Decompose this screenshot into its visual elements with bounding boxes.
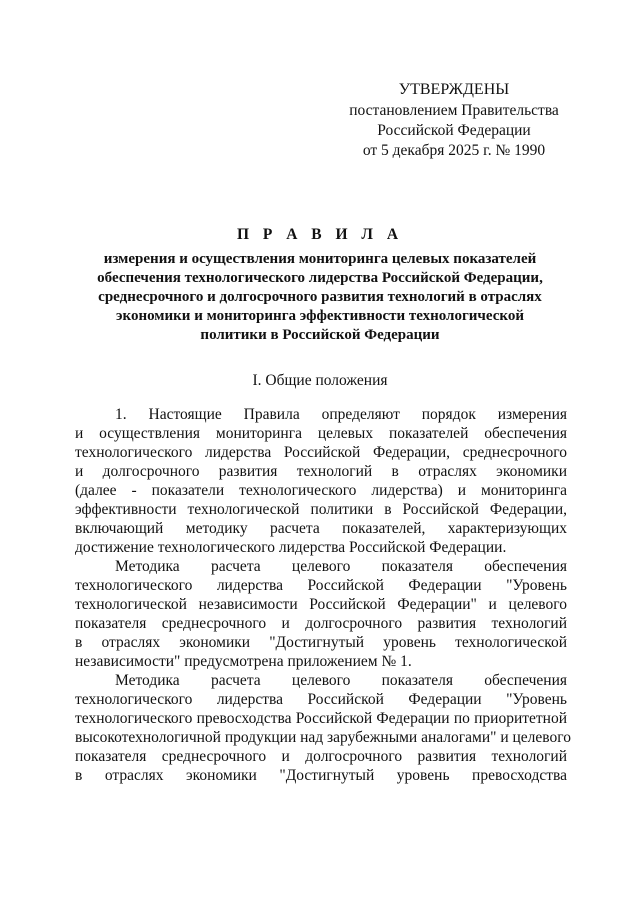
paragraph-line: показателя среднесрочного и долгосрочного развития технологий xyxy=(75,748,567,765)
subtitle-line: политики в Российской Федерации xyxy=(200,327,440,343)
paragraph-line: 1. Настоящие Правила определяют порядок измерения xyxy=(115,406,567,423)
section-heading: I. Общие положения xyxy=(252,372,388,389)
paragraph-line: технологического лидерства Российской Федерации, среднесрочного xyxy=(75,444,567,461)
paragraph-line: и долгосрочного развития технологий в отраслях экономики xyxy=(75,463,567,480)
document-subtitle xyxy=(90,250,550,345)
paragraph-line: эффективности технологической политики в Российской Федерации, xyxy=(75,501,567,518)
paragraph-line: высокотехнологичной продукции над зарубежными аналогами" и целевого xyxy=(75,729,571,746)
paragraph-line: достижение технологического лидерства Российской Федерации. xyxy=(75,539,507,556)
paragraph-line: в отраслях экономики "Достигнутый уровень превосходства xyxy=(75,767,567,784)
approval-date-number: от 5 декабря 2025 г. № 1990 xyxy=(362,142,546,159)
paragraph-line: технологического лидерства Российской Федерации "Уровень xyxy=(75,577,567,594)
subtitle-line: обеспечения технологического лидерства Российской Федерации, xyxy=(97,270,543,286)
approval-stamp-block xyxy=(330,80,578,161)
paragraph-line: Методика расчета целевого показателя обеспечения xyxy=(115,558,567,575)
paragraph-line: в отраслях экономики "Достигнутый уровень технологической xyxy=(75,634,567,651)
paragraph-line: технологического лидерства Российской Федерации "Уровень xyxy=(75,691,567,708)
paragraph-line: показателя среднесрочного и долгосрочного развития технологий xyxy=(75,615,567,632)
paragraph-line: независимости" предусмотрена приложением № 1. xyxy=(75,653,412,670)
paragraph-line: (далее - показатели технологического лидерства) и мониторинга xyxy=(75,482,567,499)
document-body xyxy=(75,405,571,785)
document-title: П Р А В И Л А xyxy=(236,226,404,243)
paragraph-line: Методика расчета целевого показателя обеспечения xyxy=(115,672,567,689)
paragraph-line: и осуществления мониторинга целевых показателей обеспечения xyxy=(75,425,567,442)
subtitle-line: среднесрочного и долгосрочного развития технологий в отраслях xyxy=(98,289,542,305)
approval-line: Российской Федерации xyxy=(377,122,531,139)
subtitle-line: измерения и осуществления мониторинга целевых показателей xyxy=(103,251,537,267)
paragraph-line: включающий методику расчета показателей, характеризующих xyxy=(75,520,567,537)
subtitle-line: экономики и мониторинга эффективности технологической xyxy=(116,308,524,324)
approval-line: постановлением Правительства xyxy=(349,102,559,119)
paragraph-line: технологического превосходства Российской Федерации по приоритетной xyxy=(75,710,567,727)
paragraph-line: технологической независимости Российской Федерации" и целевого xyxy=(75,596,567,613)
approval-title: УТВЕРЖДЕНЫ xyxy=(398,81,510,98)
